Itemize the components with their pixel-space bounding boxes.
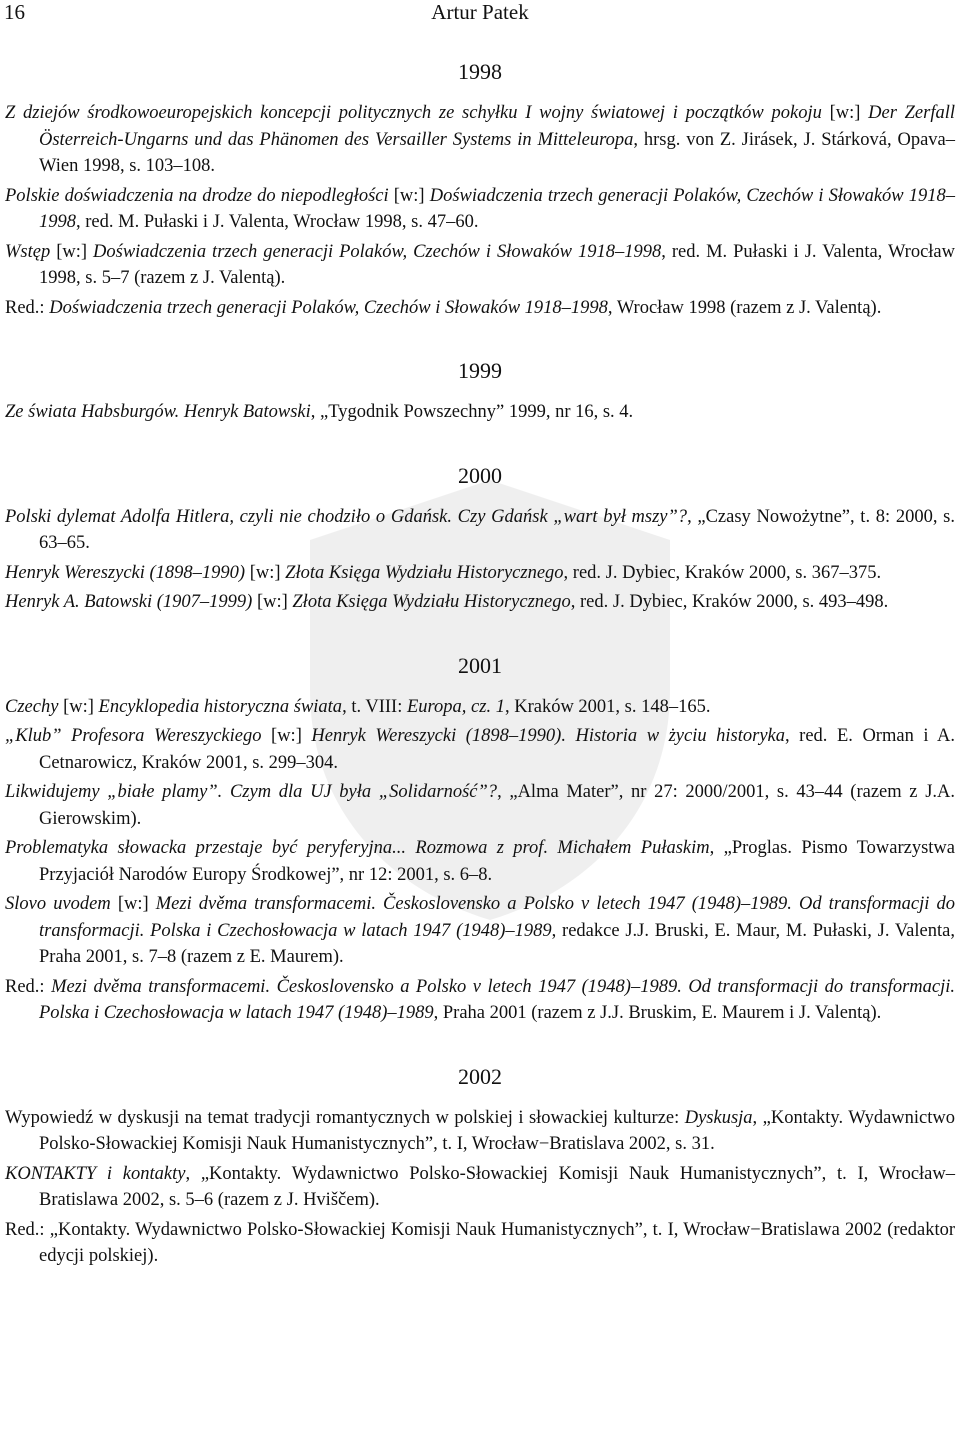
bibliography-entry [5, 891, 955, 971]
entry-text-segment: Red.: [5, 297, 50, 318]
running-head-author: Artur Patek [431, 0, 529, 24]
entry-text-segment: Wstęp [5, 241, 57, 262]
year-heading: 2002 [458, 1063, 502, 1089]
entry-text-segment: , „Tygodnik Powszechny” 1999, nr 16, s. 4. [310, 402, 634, 422]
entry-text-segment: , red. E. Orman i A. Cetnarowicz, Kraków 2001, s. 299–304. [39, 726, 956, 773]
bibliography-entry [5, 723, 955, 776]
bibliography-list [5, 58, 955, 1306]
year-heading: 1999 [458, 358, 502, 383]
entry-text-segment: Z dziejów środkowoeuropejskich koncepcji politycznych ze schyłku I wojny światowej i początków pokoju [5, 103, 830, 123]
year-section-2002 [5, 1063, 955, 1270]
entry-text-segment: Doświadczenia trzech generacji Polaków, Czechów i Słowaków 1918–1998 [39, 185, 956, 232]
entry-text-segment: , red. J. Dybiec, Kraków 2000, s. 367–375. [563, 562, 882, 583]
entry-text-segment: , Praha 2001 (razem z J.J. Bruskim, E. Maurem i J. Valentą). [433, 1003, 882, 1023]
entry-text-segment: Mezi dvěma transformacemi. Československo a Polsko v letech 1947 (1948)–1989. Od transformacji do transformacji. Polska i Czechosłowacja w latach 1947 (1948)–1989 [39, 976, 955, 1023]
bibliography-entry [5, 589, 955, 616]
entry-text-segment: , „Alma Mater”, nr 27: 2000/2001, s. 43–44 (razem z J.A. Gierowskim). [39, 782, 956, 829]
bibliography-entry [5, 779, 955, 832]
year-section-2000 [5, 462, 955, 616]
page-number: 16 [4, 0, 25, 24]
entry-text-segment: [w:] [63, 696, 99, 717]
entry-text-segment: , red. J. Dybiec, Kraków 2000, s. 493–498. [570, 592, 889, 612]
bibliography-entry [5, 1161, 955, 1214]
bibliography-entry [5, 399, 955, 426]
entry-text-segment: Henryk Wereszycki (1898–1990). Historia w życiu historyka [311, 726, 786, 746]
entry-text-segment: [w:] [271, 726, 312, 746]
entry-text-segment: Polskie doświadczenia na drodze do niepodległości [5, 185, 394, 206]
entry-text-segment: , hrsg. von Z. Jirásek, J. Stárková, Opava–Wien 1998, s. 103–108. [39, 129, 955, 176]
entry-text-segment: Red.: „Kontakty. Wydawnictwo Polsko-Słowackiej Komisji Nauk Humanistycznych”, t. I, Wrocław−Bratislawa 2002 (redaktor edycji polskiej). [5, 1219, 955, 1266]
entry-text-segment: Doświadczenia trzech generacji Polaków, Czechów i Słowaków 1918–1998 [49, 297, 608, 318]
entry-text-segment: [w:] [829, 103, 869, 123]
year-section-1998 [5, 58, 955, 321]
entry-text-segment: Czechy [5, 696, 64, 717]
entry-text-segment: , „Proglas. Pismo Towarzystwa Przyjaciół Narodów Europy Środkowej”, nr 12: 2001, s. 6–8. [39, 838, 956, 885]
entry-text-segment: , „Czasy Nowożytne”, t. 8: 2000, s. 63–65. [39, 506, 955, 553]
entry-text-segment: Slovo uvodem [5, 894, 118, 914]
entry-text-segment: [w:] [249, 562, 286, 583]
entry-text-segment: KONTAKTY i kontakty [5, 1163, 186, 1184]
entry-text-segment: Ze świata Habsburgów. Henryk Batowski [5, 402, 311, 422]
bibliography-entry [5, 295, 955, 322]
entry-text-segment: Der Zerfall Österreich-Ungarns und das Phänomen des Versailler Systems in Mitteleuropa [39, 103, 956, 150]
entry-text-segment: , red. M. Pułaski i J. Valenta, Wrocław 1998, s. 5–7 (razem z J. Valentą). [39, 241, 956, 288]
bibliography-entry [5, 1105, 955, 1158]
bibliography-entry [5, 835, 955, 888]
entry-text-segment: Polski dylemat Adolfa Hitlera, czyli nie chodziło o Gdańsk. Czy Gdańsk „wart był mszy”? [5, 506, 688, 527]
entry-text-segment: [w:] [56, 241, 94, 262]
bibliography-entry [5, 504, 955, 557]
entry-text-segment: , redakce J.J. Bruski, E. Maur, M. Pułaski, J. Valenta, Praha 2001, s. 7–8 (razem z E. Maurem). [39, 920, 955, 967]
entry-text-segment: Problematyka słowacka przestaje być peryferyjna... Rozmowa z prof. Michałem Pułaskim [5, 838, 710, 858]
bibliography-entry [5, 183, 955, 236]
bibliography-entry [5, 560, 955, 587]
entry-text-segment: Wypowiedź w dyskusji na temat tradycji romantycznych w polskiej i słowackiej kulturze: [5, 1107, 685, 1128]
year-heading: 2001 [458, 652, 502, 678]
entry-text-segment: , Kraków 2001, s. 148–165. [504, 696, 711, 717]
bibliography-entry [5, 239, 955, 292]
entry-text-segment: Doświadczenia trzech generacji Polaków, Czechów i Słowaków 1918–1998 [93, 241, 662, 262]
entry-text-segment: [w:] [256, 592, 293, 612]
entry-text-segment: Henryk A. Batowski (1907–1999) [5, 592, 257, 612]
entry-text-segment: Złota Księga Wydziału Historycznego [285, 562, 564, 583]
entry-text-segment: , „Kontakty. Wydawnictwo Polsko-Słowackiej Komisji Nauk Humanistycznych”, t. I, Wrocław−Bratislava 2002, s. 31. [39, 1107, 955, 1154]
bibliography-entry [5, 974, 955, 1027]
year-heading: 1998 [458, 59, 502, 84]
bibliography-entry [5, 1217, 955, 1270]
entry-text-segment: Red.: [5, 976, 52, 997]
year-section-2001 [5, 652, 955, 1027]
year-heading: 2000 [458, 462, 502, 488]
year-section-1999 [5, 357, 955, 426]
entry-text-segment: „Klub” Profesora Wereszyckiego [5, 726, 272, 746]
entry-text-segment: Mezi dvěma transformacemi. Československo a Polsko v letech 1947 (1948)–1989. Od transformacji do transformacji. Polska i Czechosłowacja w latach 1947 (1948)–1989 [39, 894, 955, 941]
entry-text-segment: Encyklopedia historyczna świata [98, 696, 343, 717]
entry-text-segment: , „Kontakty. Wydawnictwo Polsko-Słowackiej Komisji Nauk Humanistycznych”, t. I, Wrocław–Bratislawa 2002, s. 5–6 (razem z J. Hviščem). [39, 1163, 955, 1210]
bibliography-entry [5, 694, 955, 721]
entry-text-segment: , red. M. Pułaski i J. Valenta, Wrocław 1998, s. 47–60. [76, 212, 479, 232]
entry-text-segment: , Wrocław 1998 (razem z J. Valentą). [607, 297, 882, 318]
entry-text-segment: Dyskusja [684, 1107, 753, 1128]
bibliography-entry [5, 100, 955, 180]
entry-text-segment: [w:] [117, 894, 156, 914]
page-header [0, 0, 960, 24]
entry-text-segment: Likwidujemy „białe plamy”. Czym dla UJ była „Solidarność”? [5, 782, 498, 802]
entry-text-segment: Złota Księga Wydziału Historycznego [292, 592, 571, 612]
entry-text-segment: [w:] [393, 185, 430, 206]
entry-text-segment: Henryk Wereszycki (1898–1990) [5, 562, 250, 583]
entry-text-segment: Europa, cz. 1 [406, 696, 505, 717]
entry-text-segment: , t. VIII: [342, 696, 407, 717]
